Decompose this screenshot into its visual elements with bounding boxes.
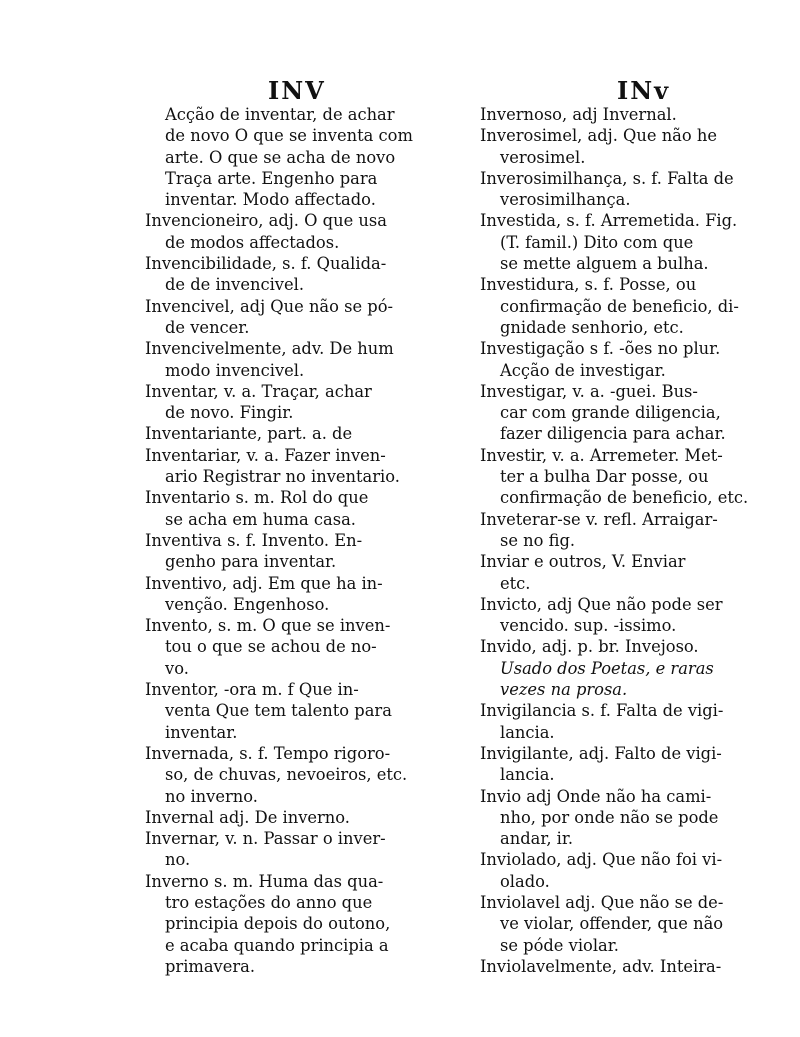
dictionary-entry (145, 381, 463, 424)
dictionary-entry (145, 807, 463, 828)
entry-line: Inventivo, adj. Em que ha in- (145, 573, 383, 593)
entry-line: tro estações do anno que (165, 892, 373, 912)
dictionary-entry (480, 849, 795, 892)
dictionary-entry (480, 445, 795, 509)
entry-line: Invernada, s. f. Tempo rigoro- (145, 743, 391, 763)
entry-line: Investidura, s. f. Posse, ou (480, 275, 697, 295)
entry-line: Invento, s. m. O que se inven- (145, 616, 391, 636)
entry-line: de vencer. (165, 317, 250, 337)
dictionary-entry (480, 743, 795, 786)
dictionary-entry (145, 487, 463, 530)
entry-line: confirmação de beneficio, di- (500, 296, 739, 316)
left-column (145, 104, 463, 977)
entry-line: verosimilhança. (500, 190, 631, 210)
entry-line: Inviolavel adj. Que não se de- (480, 892, 724, 912)
entry-line: de novo O que se inventa com (165, 126, 413, 146)
dictionary-entry (480, 104, 795, 125)
entry-line: se mette alguem a bulha. (500, 254, 709, 274)
dictionary-entry (480, 210, 795, 274)
entry-line: e acaba quando principia a (165, 935, 389, 955)
entry-line: Inventiva s. f. Invento. En- (145, 530, 363, 550)
entry-line: andar, ir. (500, 829, 574, 849)
entry-line: de de invencivel. (165, 275, 305, 295)
entry-line: Inventariante, part. a. de (145, 424, 353, 444)
entry-line: se póde violar. (500, 935, 619, 955)
entry-line: de modos affectados. (165, 232, 340, 252)
entry-line: arte. O que se acha de novo (165, 147, 396, 167)
entry-line: verosimel. (500, 147, 586, 167)
entry-line: lancia. (500, 765, 555, 785)
entry-line: Invigilancia s. f. Falta de vigi- (480, 701, 724, 721)
entry-line: de novo. Fingir. (165, 403, 294, 423)
entry-line: car com grande diligencia, (500, 403, 721, 423)
entry-line: venção. Engenhoso. (165, 594, 330, 614)
dictionary-entry (480, 381, 795, 445)
entry-line: venta Que tem talento para (165, 701, 392, 721)
entry-line: Invernar, v. n. Passar o inver- (145, 829, 386, 849)
dictionary-entry (480, 594, 795, 637)
dictionary-entry (145, 296, 463, 339)
dictionary-entry (480, 786, 795, 850)
entry-line: Invencibilidade, s. f. Qualida- (145, 254, 387, 274)
entry-line: Inventario s. m. Rol do que (145, 488, 369, 508)
entry-line: Inviolavelmente, adv. Inteira- (480, 956, 722, 976)
entry-line: Investir, v. a. Arremeter. Met- (480, 445, 723, 465)
dictionary-entry (480, 125, 795, 168)
entry-line: Acção de inventar, de achar (165, 105, 395, 124)
dictionary-entry (480, 636, 795, 700)
entry-line: Investigação s f. -ões no plur. (480, 339, 721, 359)
dictionary-entry (145, 615, 463, 679)
entry-line: se acha em huma casa. (165, 509, 356, 529)
dictionary-entry (480, 956, 795, 977)
entry-line: Inventar, v. a. Traçar, achar (145, 381, 372, 401)
dictionary-entry (480, 168, 795, 211)
entry-line: olado. (500, 871, 550, 891)
entry-line: fazer diligencia para achar. (500, 424, 726, 444)
entry-line: confirmação de beneficio, etc. (500, 488, 749, 508)
entry-line: principia depois do outono, (165, 914, 391, 934)
entry-line: Inverno s. m. Huma das qua- (145, 871, 384, 891)
entry-line: vencido. sup. -issimo. (500, 616, 677, 636)
entry-line: Acção de investigar. (500, 360, 666, 380)
entry-line: Investida, s. f. Arremetida. Fig. (480, 211, 738, 231)
dictionary-entry (145, 871, 463, 977)
entry-line: vo. (165, 658, 189, 678)
dictionary-entry (480, 551, 795, 594)
dictionary-entry (145, 338, 463, 381)
entry-line: Inviolado, adj. Que não foi vi- (480, 850, 723, 870)
dictionary-entry (480, 274, 795, 338)
dictionary-entry (145, 104, 463, 210)
entry-italic-line: vezes na prosa. (500, 680, 628, 700)
entry-line: Invencivel, adj Que não se pó- (145, 296, 394, 316)
entry-line: inventar. (165, 722, 238, 742)
dictionary-entry (480, 509, 795, 552)
dictionary-entry (145, 445, 463, 488)
right-column-header: INv (617, 76, 671, 105)
entry-line: Invencivelmente, adv. De hum (145, 339, 394, 359)
entry-line: ter a bulha Dar posse, ou (500, 467, 709, 487)
entry-line: no. (165, 850, 191, 870)
entry-line: Inveterar-se v. refl. Arraigar- (480, 509, 718, 529)
entry-line: gnidade senhorio, etc. (500, 317, 684, 337)
entry-line: so, de chuvas, nevoeiros, etc. (165, 765, 408, 785)
entry-line: modo invencivel. (165, 360, 305, 380)
entry-italic-line: Usado dos Poetas, e raras (500, 658, 714, 678)
entry-line: primavera. (165, 956, 256, 976)
dictionary-entry (145, 253, 463, 296)
entry-line: Invicto, adj Que não pode ser (480, 594, 723, 614)
entry-line: inventar. Modo affectado. (165, 190, 376, 210)
entry-line: ario Registrar no inventario. (165, 467, 400, 487)
entry-line: ve violar, offender, que não (500, 914, 724, 934)
dictionary-entry (145, 828, 463, 871)
entry-line: Inverosimilhança, s. f. Falta de (480, 168, 734, 188)
entry-line: tou o que se achou de no- (165, 637, 377, 657)
entry-line: nho, por onde não se pode (500, 807, 719, 827)
dictionary-entry (145, 743, 463, 807)
entry-line: Inventor, -ora m. f Que in- (145, 680, 359, 700)
entry-line: lancia. (500, 722, 555, 742)
dictionary-entry (145, 679, 463, 743)
dictionary-entry (480, 338, 795, 381)
dictionary-entry (145, 423, 463, 444)
entry-line: Inventariar, v. a. Fazer inven- (145, 445, 386, 465)
dictionary-entry (480, 700, 795, 743)
entry-line: Inviar e outros, V. Enviar (480, 552, 686, 572)
entry-line: etc. (500, 573, 531, 593)
dictionary-entry (145, 573, 463, 616)
dictionary-entry (145, 210, 463, 253)
entry-line: Invencioneiro, adj. O que usa (145, 211, 387, 231)
entry-line: Invido, adj. p. br. Invejoso. (480, 637, 699, 657)
entry-line: (T. famil.) Dito com que (500, 232, 694, 252)
entry-line: Invigilante, adj. Falto de vigi- (480, 743, 722, 763)
dictionary-entry (145, 530, 463, 573)
entry-line: Invio adj Onde não ha cami- (480, 786, 712, 806)
entry-line: Inverosimel, adj. Que não he (480, 126, 717, 146)
entry-line: Investigar, v. a. -guei. Bus- (480, 381, 698, 401)
entry-line: no inverno. (165, 786, 258, 806)
entry-line: genho para inventar. (165, 552, 337, 572)
entry-line: se no fig. (500, 530, 576, 550)
right-column (480, 104, 795, 977)
dictionary-entry (480, 892, 795, 956)
left-column-header: INV (268, 76, 326, 105)
entry-line: Invernoso, adj Invernal. (480, 105, 677, 124)
entry-line: Traça arte. Engenho para (165, 168, 378, 188)
entry-line: Invernal adj. De inverno. (145, 807, 350, 827)
